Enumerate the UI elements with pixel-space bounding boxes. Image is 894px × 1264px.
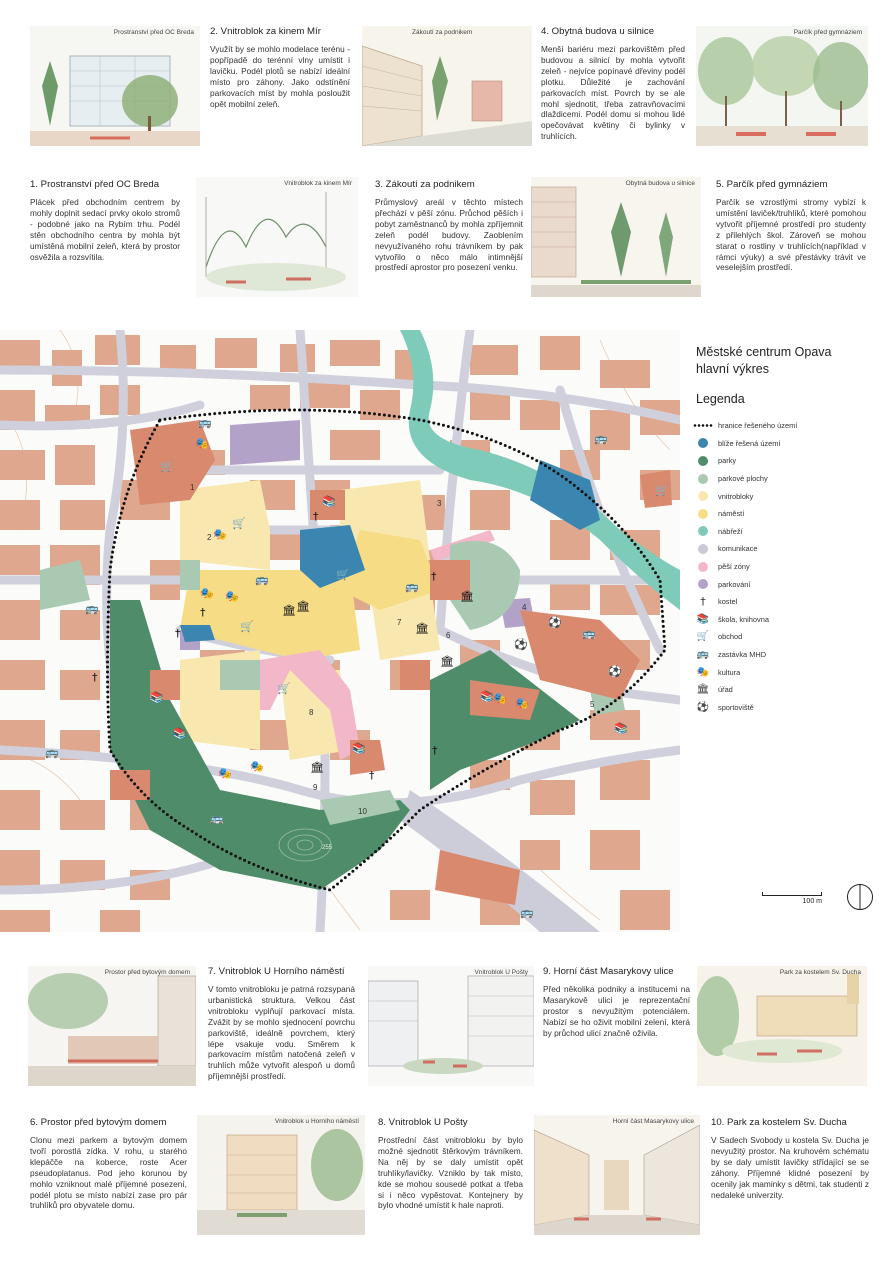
legend-label: vnitrobloky <box>718 491 754 501</box>
legend-label: zastávka MHD <box>718 650 767 660</box>
poster-title-line1: Městské centrum Opava <box>696 345 832 359</box>
legend-item <box>692 663 882 681</box>
bus-icon: 🚌 <box>85 602 99 615</box>
sketch-obytna-budova <box>531 177 701 297</box>
church-icon: † <box>431 570 437 583</box>
legend-item <box>692 646 882 664</box>
spot-height: 255 <box>322 845 333 851</box>
poster-title <box>696 344 831 378</box>
sketch-horni-namesti <box>197 1115 365 1235</box>
masks-icon: 🎭 <box>200 587 214 600</box>
bus-icon: 🚌 <box>210 812 224 825</box>
cart-icon: 🛒 <box>160 460 174 473</box>
item-text-3: Průmyslový areál v těchto místech přechází v pěší zónu. Průchod pěších i pobyt zaměstnanců by mohla zpříjemnit zeleň podél budovy. Zaoblením nevyužívaného rohu trávníkem by pak vytvořilo o něco málo intimnější prostředí aprostor pro posezení venku. <box>375 197 523 273</box>
legend-label: hranice řešeného území <box>718 421 798 431</box>
swatch-icon <box>692 578 714 590</box>
swatch-icon <box>692 543 714 555</box>
church-icon: † <box>200 606 206 619</box>
legend-label: blíže řešená území <box>718 438 781 448</box>
poster-title-line2: hlavní výkres <box>696 362 769 376</box>
item-title-6: 6. Prostor před bytovým domem <box>30 1117 167 1128</box>
masks-icon: 🎭 <box>250 760 264 773</box>
scale-bar <box>762 892 822 905</box>
legend-item <box>692 523 882 541</box>
item-title-2: 2. Vnitroblok za kinem Mír <box>210 26 321 37</box>
item-title-8: 8. Vnitroblok U Pošty <box>378 1117 468 1128</box>
cart-icon: 🛒 <box>696 631 710 643</box>
legend-item <box>692 575 882 593</box>
map-svg <box>0 330 680 932</box>
legend-label: úřad <box>718 685 733 695</box>
cart-icon: 🛒 <box>655 484 669 497</box>
site-number-5: 5 <box>590 700 595 709</box>
site-number-1: 1 <box>190 483 195 492</box>
dotted-line-icon <box>692 420 714 432</box>
church-icon: † <box>175 627 181 640</box>
legend-item <box>692 681 882 699</box>
swatch-icon <box>692 490 714 502</box>
legend-label: škola, knihovna <box>718 614 769 624</box>
book-icon: 📚 <box>352 742 366 755</box>
sketch-masarykova <box>534 1115 700 1235</box>
masks-icon: 🎭 <box>195 437 209 450</box>
site-number-10: 10 <box>358 807 367 816</box>
item-text-1: Plácek před obchodním centrem by mohly doplnit sedací prvky okolo stromů - podobné jako na Rybím trhu. Podél stěn obchodního centra by mohla být umístěná mobilní zeleň, která by prostor osvěžila a rozsvítila. <box>30 197 180 262</box>
bus-icon: 🚌 <box>696 649 710 661</box>
site-number-9: 9 <box>313 783 318 792</box>
legend-item <box>692 699 882 717</box>
masks-icon: 🎭 <box>218 767 232 780</box>
legend-item <box>692 417 882 435</box>
legend-label: parky <box>718 456 737 466</box>
legend-label: sportoviště <box>718 702 754 712</box>
legend-item <box>692 470 882 488</box>
sketch-caption: Prostor před bytovým domem <box>104 969 190 976</box>
sketch-caption: Prostranství před OC Breda <box>113 29 194 36</box>
church-icon: † <box>700 595 706 609</box>
office-icon: 🏛 <box>415 622 429 635</box>
cart-icon: 🛒 <box>232 517 246 530</box>
item-text-9: Před několika podniky a institucemi na Masarykově ulici je reprezentační prostor s nevyužitým potenciálem. Nabízí se ho oživit mobilní zelení, která by průchod ulicí značně oživila. <box>543 984 690 1038</box>
sketch-posta <box>368 966 534 1086</box>
office-icon: 🏛 <box>460 590 474 603</box>
item-text-4: Menší bariéru mezi parkovištěm před budovou a silnicí by mohla vytvořit zeleň - nejvíce popínavé dřeviny podél plotku. Důležité je zachování parkovacích míst. Povrch by se ale mohl sjednotit, třeba zatravňovacími dlaždicemi. Podél domu si mohou lidé opečovávat květiny či bylinky v truhlících. <box>541 44 685 142</box>
church-icon: † <box>92 671 98 684</box>
office-icon: 🏛 <box>296 600 310 613</box>
legend-list <box>692 417 882 716</box>
sketch-caption: Vnitroblok u Horního náměstí <box>274 1118 359 1125</box>
bus-icon: 🚌 <box>198 416 212 429</box>
sketch-breda <box>30 26 200 146</box>
office-icon: 🏛 <box>310 761 324 774</box>
sketch-parcik <box>696 26 868 146</box>
legend-label: komunikace <box>718 544 758 554</box>
item-text-7: V tomto vnitrobloku je patrná rozsypaná urbanistická struktura. Velkou část vnitrobloku vyplňují parkovací místa. Zvážit by se mohlo sjednocení povrchu parkoviště, ideálně povrchem, který lépe vsakuje vodu. Směrem k parkovacím místům natočená zeleň v truhlích může vytvořit alespoň u domů příjemnější prostředí. <box>208 984 355 1082</box>
sketch-caption: Obytná budova u silnice <box>625 180 695 187</box>
ball-icon: ⚽ <box>514 638 528 651</box>
church-icon: † <box>432 744 438 757</box>
legend-item <box>692 487 882 505</box>
cart-icon: 🛒 <box>336 568 350 581</box>
legend-label: obchod <box>718 632 743 642</box>
legend-label: náměstí <box>718 509 745 519</box>
bus-icon: 🚌 <box>45 746 59 759</box>
book-icon: 📚 <box>696 613 710 625</box>
book-icon: 📚 <box>322 495 336 508</box>
site-number-6: 6 <box>446 631 451 640</box>
church-icon: † <box>313 510 319 523</box>
ball-icon: ⚽ <box>696 701 710 713</box>
ball-icon: ⚽ <box>608 665 622 678</box>
swatch-icon <box>692 455 714 467</box>
legend-label: kostel <box>718 597 738 607</box>
masks-icon: 🎭 <box>213 528 227 541</box>
site-number-4: 4 <box>522 603 527 612</box>
item-title-9: 9. Horní část Masarykovy ulice <box>543 966 674 977</box>
legend-item <box>692 611 882 629</box>
church-icon: † <box>369 769 375 782</box>
office-icon: 🏛 <box>282 604 296 617</box>
bus-icon: 🚌 <box>255 573 269 586</box>
legend-item <box>692 558 882 576</box>
item-title-3: 3. Zákoutí za podnikem <box>375 179 475 190</box>
item-title-5: 5. Parčík před gymnáziem <box>716 179 828 190</box>
sketch-caption: Parčík před gymnáziem <box>793 29 862 36</box>
legend-item <box>692 452 882 470</box>
bus-icon: 🚌 <box>582 627 596 640</box>
swatch-icon <box>692 561 714 573</box>
office-icon: 🏛 <box>696 684 710 696</box>
book-icon: 📚 <box>173 727 187 740</box>
legend-label: kultura <box>718 667 741 677</box>
item-text-5: Parčík se vzrostlými stromy vybízí k umístění laviček/truhlíků, které pomohou vytvořit příjemné prostředí pro studenty z přilehlých škol. Zároveň se mohou starat o rostliny v truhlících(například v rámci výuky) a své přestávky trávit ve veselejším prostředí. <box>716 197 866 273</box>
office-icon: 🏛 <box>440 655 454 668</box>
masks-icon: 🎭 <box>515 697 529 710</box>
swatch-icon <box>692 525 714 537</box>
sketch-caption: Park za kostelem Sv. Ducha <box>779 969 861 976</box>
main-map <box>0 330 680 932</box>
legend-item <box>692 435 882 453</box>
scale-label: 100 m <box>802 898 822 905</box>
sketch-bytovy-dum <box>28 966 196 1086</box>
legend-item <box>692 540 882 558</box>
sketch-sv-duch <box>697 966 867 1086</box>
legend-label: parkování <box>718 579 751 589</box>
sketch-caption: Horní část Masarykovy ulice <box>612 1118 694 1125</box>
swatch-icon <box>692 508 714 520</box>
masks-icon: 🎭 <box>225 590 239 603</box>
book-icon: 📚 <box>480 690 494 703</box>
item-text-8: Prostřední část vnitrobloku by bylo možné sjednotit štěrkovým trávníkem. Na něj by se daly umístit opět truhlíky/lavičky. Vzniklo by tak místo, kde se mohou sousedé potkat a třeba si i něco vypěstovat. Kontejnery by bylo vhodné umístit k hale naproti. <box>378 1135 523 1211</box>
swatch-icon <box>692 437 714 449</box>
book-icon: 📚 <box>150 691 164 704</box>
sketch-kino-mir <box>196 177 358 297</box>
swatch-icon <box>692 473 714 485</box>
cart-icon: 🛒 <box>240 620 254 633</box>
sketch-zakouti <box>362 26 532 146</box>
legend-item <box>692 628 882 646</box>
scale-bar-line <box>762 892 822 896</box>
legend-item <box>692 505 882 523</box>
item-text-2: Využít by se mohlo modelace terénu - popřípadě do terénní vlny umístit i lavičku. Podél plotů se nabízí ideální místo pro záhony. Jako odstínění parkovacích míst by mohla posloužit opět mobilní zeleň. <box>210 44 350 109</box>
site-number-7: 7 <box>397 618 402 627</box>
item-title-4: 4. Obytná budova u silnice <box>541 26 655 37</box>
bus-icon: 🚌 <box>520 906 534 919</box>
book-icon: 📚 <box>614 722 628 735</box>
item-title-1: 1. Prostranství před OC Breda <box>30 179 160 190</box>
sketch-caption: Vnitroblok za kinem Mír <box>284 180 352 187</box>
site-number-2: 2 <box>207 533 212 542</box>
sketch-caption: Zákoutí za podnikem <box>412 29 473 36</box>
legend-item <box>692 593 882 611</box>
bus-icon: 🚌 <box>594 432 608 445</box>
legend-label: nábřeží <box>718 526 743 536</box>
site-number-3: 3 <box>437 499 442 508</box>
legend-label: pěší zóny <box>718 562 750 572</box>
masks-icon: 🎭 <box>696 666 710 678</box>
item-title-10: 10. Park za kostelem Sv. Ducha <box>711 1117 847 1128</box>
bus-icon: 🚌 <box>405 580 419 593</box>
north-arrow-icon <box>846 883 874 911</box>
item-text-6: Clonu mezi parkem a bytovým domem tvoří porostlá zídka. V rohu, u starého klepáčče na koberce, roste Acer pseudoplatanus. Pod jeho korunou by mohlo vzniknout malé příjemné posezení, podél plotu se místo nabízí zase pro pár truhlíků pro obyvatele domu. <box>30 1135 187 1211</box>
ball-icon: ⚽ <box>548 616 562 629</box>
masks-icon: 🎭 <box>493 692 507 705</box>
site-number-8: 8 <box>309 708 314 717</box>
legend-heading: Legenda <box>696 392 745 406</box>
legend-label: parkové plochy <box>718 474 768 484</box>
item-text-10: V Sadech Svobody u kostela Sv. Ducha je nevyužitý prostor. Na kruhovém schématu by se daly umístit lavičky střídající se se záhony. Příjemné klidné posezení by ocenily jak maminky s dětmi, tak studenti z nedaleké univerzity. <box>711 1135 869 1200</box>
cart-icon: 🛒 <box>277 682 291 695</box>
item-title-7: 7. Vnitroblok U Horního náměstí <box>208 966 345 977</box>
sketch-caption: Vnitroblok U Pošty <box>474 969 528 976</box>
